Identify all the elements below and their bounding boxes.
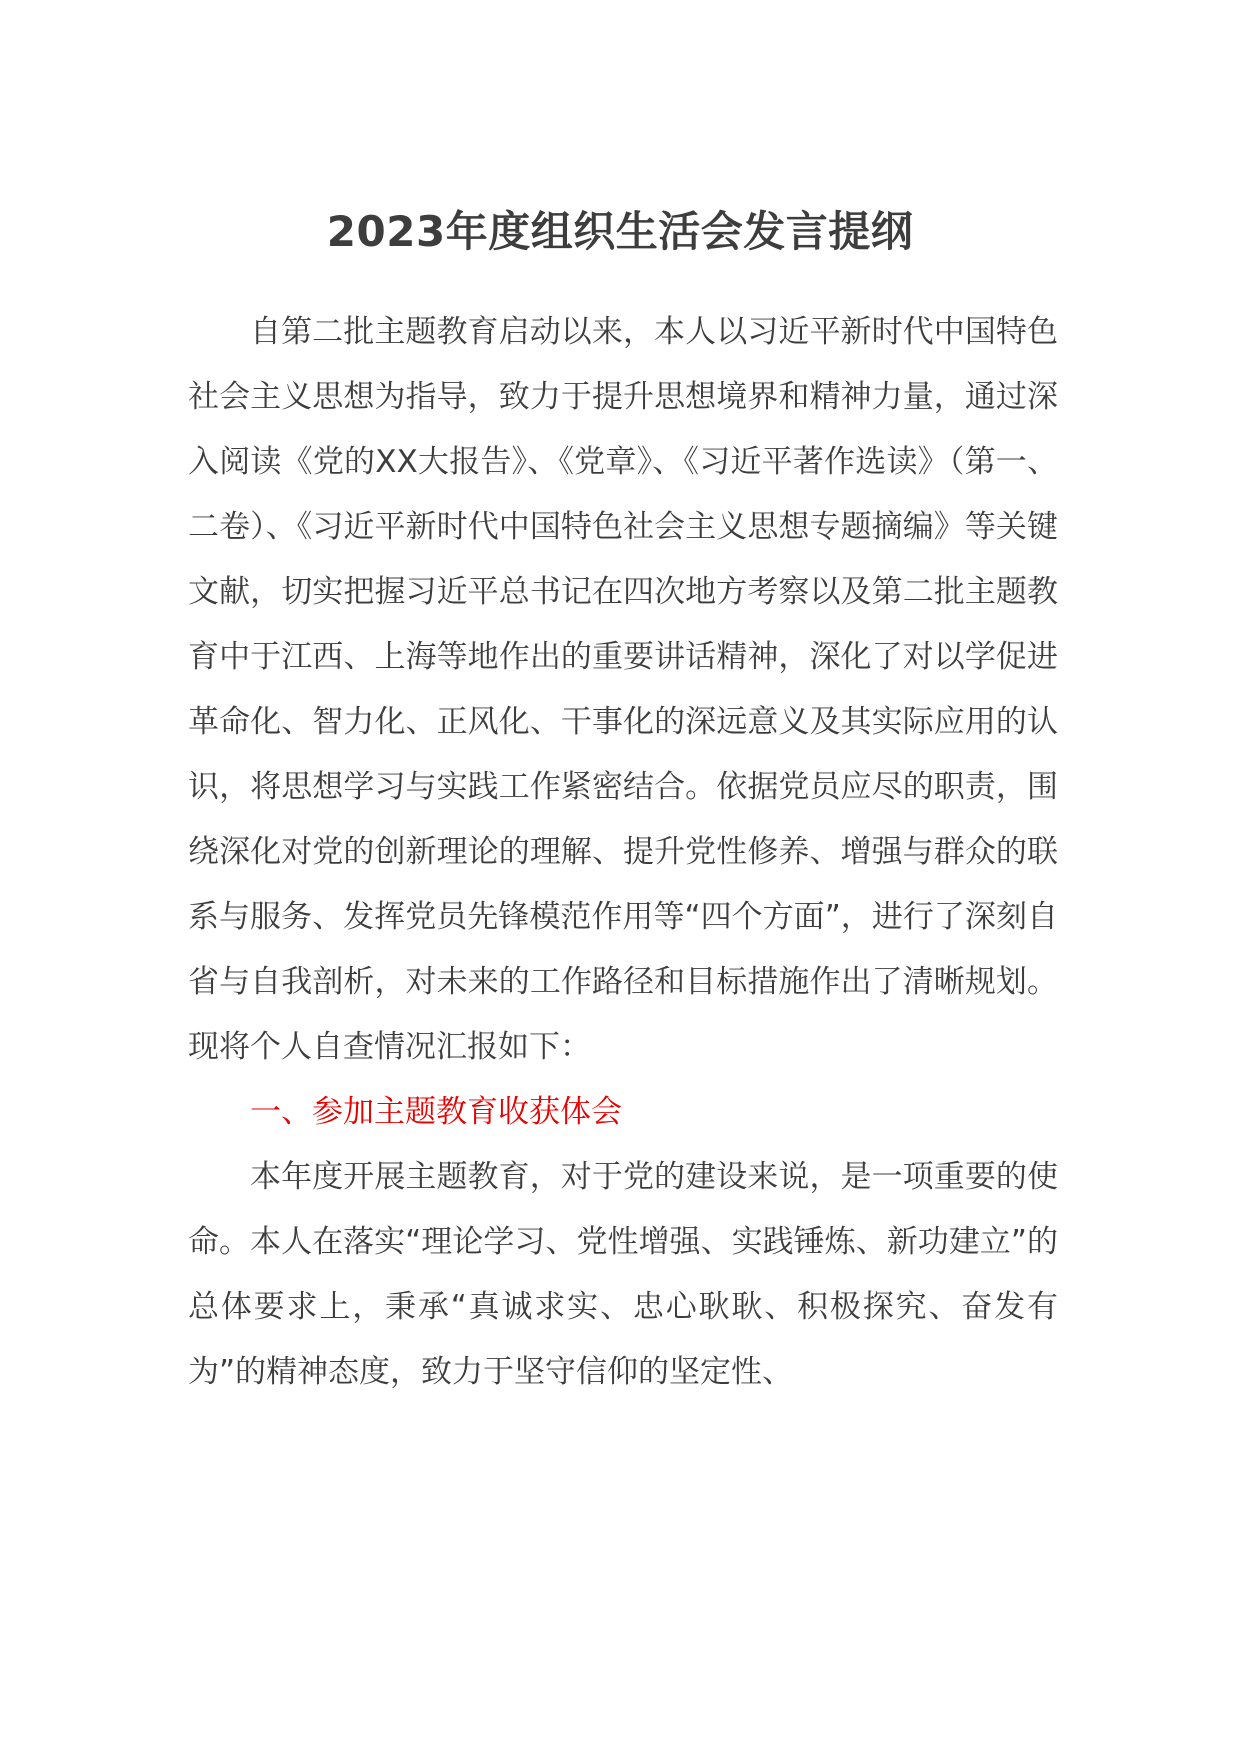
- section-heading: 一、参加主题教育收获体会: [250, 1094, 622, 1130]
- intro-paragraph: 自第二批主题教育启动以来，本人以习近平新时代中国特色社会主义思想为指导，致力于提升思想境界和精神力量，通过深入阅读《党的XX大报告》、《党章》、《习近平著作选读》（第一、二卷）、《习近平新时代中国特色社会主义思想专题摘编》等关键文献，切实把握习近平总书记在四次地方考察以及第二批主题教育中于江西、上海等地作出的重要讲话精神，深化了对以学促进革命化、智力化、正风化、干事化的深远意义及其实际应用的认识，将思想学习与实践工作紧密结合。依据党员应尽的职责，围绕深化对党的创新理论的理解、提升党性修养、增强与群众的联系与服务、发挥党员先锋模范作用等“四个方面”，进行了深刻自省与自我剖析，对未来的工作路径和目标措施作出了清晰规划。现将个人自查情况汇报如下：: [188, 314, 1058, 1065]
- section-paragraph: 本年度开展主题教育，对于党的建设来说，是一项重要的使命。本人在落实“理论学习、党性增强、实践锤炼、新功建立”的总体要求上，秉承“真诚求实、忠心耿耿、积极探究、奋发有为”的精神态度，致力于坚守信仰的坚定性、: [188, 1159, 1058, 1390]
- document-title: 2023年度组织生活会发言提纲: [326, 207, 914, 256]
- document-body: [188, 300, 1058, 1405]
